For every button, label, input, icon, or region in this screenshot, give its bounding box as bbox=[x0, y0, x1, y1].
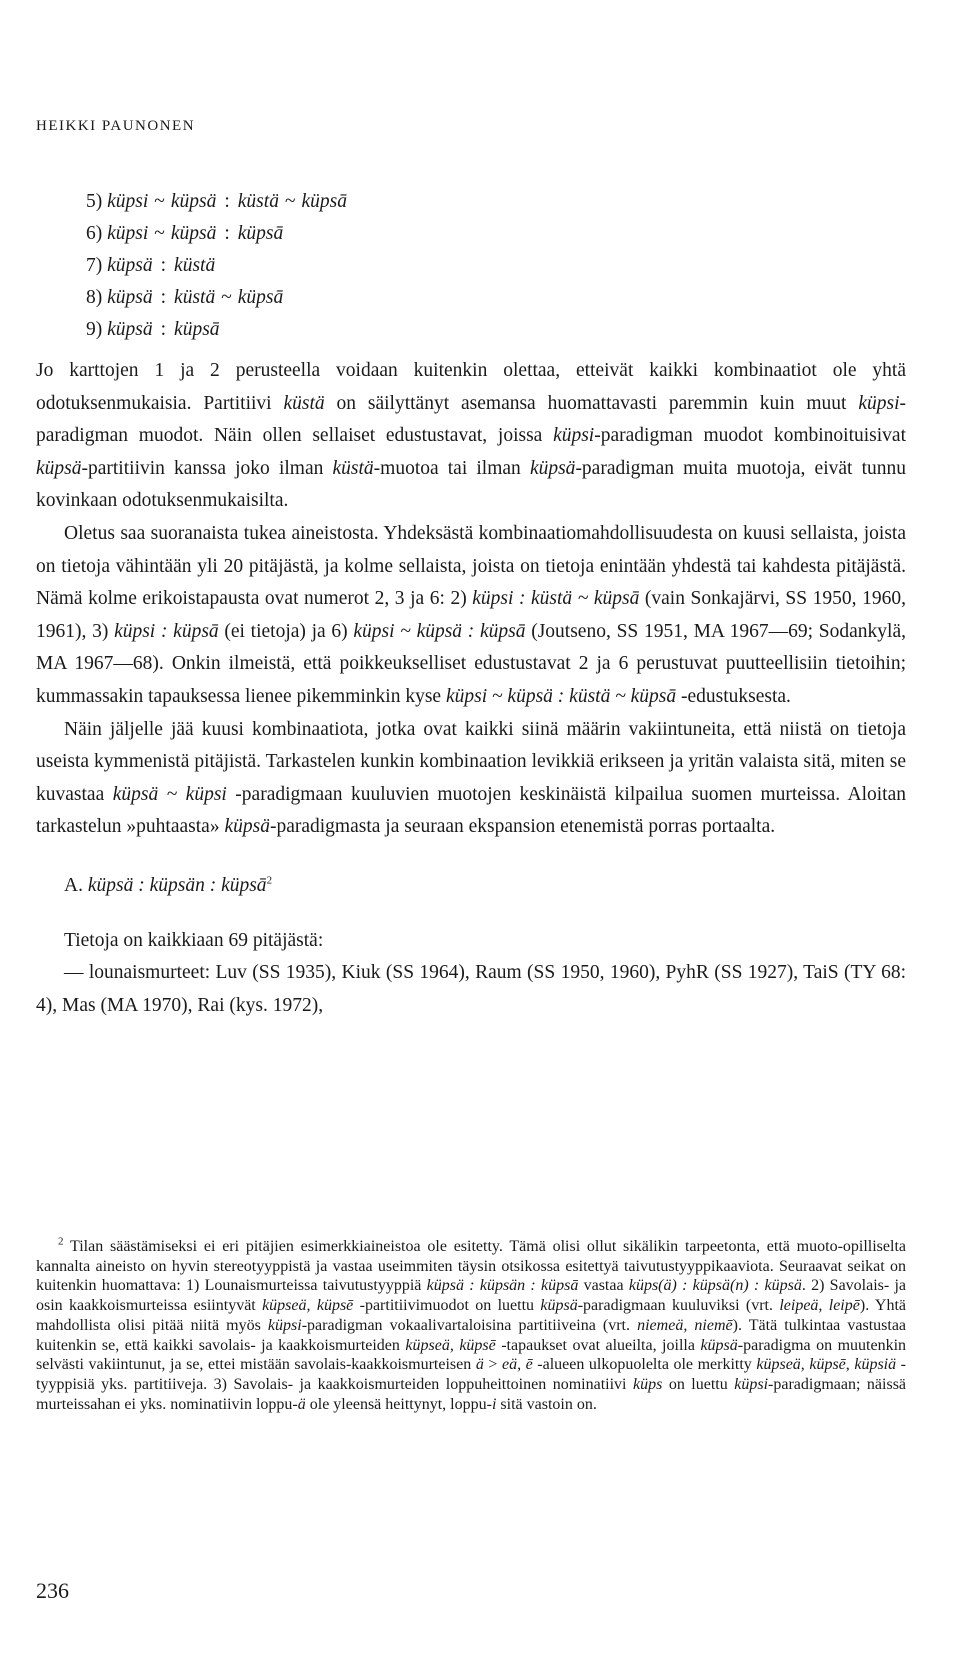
paragraph-1: Jo karttojen 1 ja 2 perusteella voidaan kuitenkin olettaa, etteivät kaikki kombinaatiot ole yhtä odotuksenmukaisia. Partitiivi küstä on säilyttänyt asemansa huomattavasti paremmin kuin muut küpsi-paradigman muodot. Näin ollen sellaiset edustustavat, joissa küpsi-paradigman muodot kombinoituisivat küpsä-partitiivin kanssa joko ilman küstä-muotoa tai ilman küpsä-paradigman muita muotoja, eivät tunnu kovinkaan odotuksenmukaisilta. bbox=[36, 360, 906, 512]
list-item: 8) küpsä : küstä ~ küpsā bbox=[86, 287, 284, 308]
list-item: 6) küpsi ~ küpsä : küpsā bbox=[86, 223, 284, 244]
combination-list bbox=[86, 186, 347, 346]
paragraph-5: — lounaismurteet: Luv (SS 1935), Kiuk (SS 1964), Raum (SS 1950, 1960), PyhR (SS 1927), TaiS (TY 68: 4), Mas (MA 1970), Rai (kys. 1972), bbox=[36, 962, 906, 1016]
footnote-2: $^2$ Tilan säästämiseksi ei eri pitäjien esimerkkiaineistoa ole esitetty. Tämä olisi ollut sikälikin tarpeetonta, että muoto-opilliselta kannalta aineisto on hyvin stereotyyppistä ja vastaa useimmiten täysin otsikossa esitettyä taivutustyyppikaaviota. Seuraavat seikat on kuitenkin huomattava: 1) Lounaismurteissa taivutustyyppiä küpsä : küpsän : küpsā vastaa küps(ä) : küpsä(n) : küpsä. 2) Savolais- ja osin kaakkoismurteissa esiintyvät küpseä, küpsē -partitiivimuodot on luettu küpsä-paradigmaan kuuluviksi (vrt. leipeä, leipē). Yhtä mahdollista olisi pitää niitä myös küpsi-paradigman vokaalivartaloisina partitiiveina (vrt. niemeä, niemē). Tätä tulkintaa vastustaa kuitenkin se, että kaikki savolais- ja kaakkoismurteiden küpseä, küpsē -tapaukset ovat alueilta, joilla küpsä-paradigma on muutenkin selvästi vakiintunut, ja se, ettei mistään savolais-kaakkoismurteisen ä > eä, ē -alueen ulkopuolelta ole merkitty küpseä, küpsē, küpsiä -tyyppisiä yks. partitiiveja. 3) Savolais- ja kaakkoismurteiden loppuheittoinen nominatiivi küps on luettu küpsi-paradigmaan; näissä murteissahan ei yks. nominatiivin loppu-ä ole yleensä heittynyt, loppu-i sitä vastoin on. bbox=[36, 1235, 907, 1413]
paragraph-4: Tietoja on kaikkiaan 69 pitäjästä: bbox=[64, 929, 324, 951]
page-number: 236 bbox=[36, 1578, 69, 1603]
page bbox=[36, 0, 906, 1660]
paragraph-2: Oletus saa suoranaista tukea aineistosta. Yhdeksästä kombinaatiomahdollisuudesta on kuusi sellaista, joista on tietoja vähintään yli 20 pitäjästä, ja kolme sellaista, joista on tietoja enintään yhdestä tai kahdesta pitäjästä. Nämä kolme erikoistapausta ovat numerot 2, 3 ja 6: 2) küpsi : küstä ~ küpsā (vain Sonkajärvi, SS 1950, 1960, 1961), 3) küpsi : küpsā (ei tietoja) ja 6) küpsi ~ küpsä : küpsā (Joutseno, SS 1951, MA 1967—69; Sodankylä, MA 1967—68). Onkin ilmeistä, että poikkeukselliset edustustavat 2 ja 6 perustuvat puutteellisiin tietoihin; kummassakin tapauksessa lienee pikemminkin kyse küpsi ~ küpsä : küstä ~ küpsā -edustuksesta. bbox=[36, 522, 906, 707]
paragraph-3: Näin jäljelle jää kuusi kombinaatiota, jotka ovat kaikki siinä määrin vakiintuneita, että niistä on tietoja useista kymmenistä pitäjistä. Tarkastelen kunkin kombinaation levikkiä erikseen ja yritän valaista sitä, miten se kuvastaa küpsä ~ küpsi -paradigmaan kuuluvien muotojen keskinäistä kilpailua suomen murteissa. Aloitan tarkastelun »puhtaasta» küpsä-paradigmasta ja seuraan ekspansion etenemistä porras portaalta. bbox=[36, 718, 906, 838]
list-item: 7) küpsä : küstä bbox=[86, 255, 216, 276]
body-text bbox=[36, 355, 906, 1022]
running-head: HEIKKI PAUNONEN bbox=[36, 118, 196, 134]
section-heading: A. küpsä : küpsän : küpsā$^2$ bbox=[64, 874, 273, 896]
list-item: 9) küpsä : küpsā bbox=[86, 319, 220, 340]
list-item: 5) küpsi ~ küpsä : küstä ~ küpsā bbox=[86, 191, 348, 212]
footnote-mark: 2 bbox=[58, 1235, 64, 1248]
